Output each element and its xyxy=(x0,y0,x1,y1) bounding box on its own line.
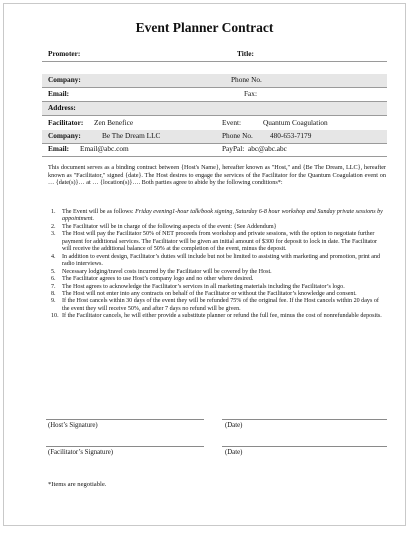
term-item: 8. The Host will not enter into any contracts on behalf of the Facilitator or without the Facilitator’s knowledge and consent. xyxy=(51,290,357,297)
company2-label: Company: xyxy=(48,131,81,140)
term-item: 9. If the Host cancels within 30 days of the event they will be refunded 75% of the original fee. If the Host cancels within 20 days of the event they will receive 50%, and after 7 days no refund will be given. xyxy=(51,298,379,312)
event-label: Event: xyxy=(222,118,242,127)
negotiable-footnote: *Items are negotiable. xyxy=(48,481,107,488)
promoter-row xyxy=(42,48,387,62)
terms-list xyxy=(48,209,386,321)
facilitator-label: Facilitator: xyxy=(48,118,84,127)
term-item: 2. The Facilitator will be in charge of the following aspects of the event: {See Addendum} xyxy=(51,223,277,230)
document-title: Event Planner Contract xyxy=(135,20,274,35)
phone-label: Phone No. xyxy=(231,75,262,84)
host-signature-line xyxy=(46,419,204,420)
phone2-label: Phone No. xyxy=(222,131,253,140)
address-row xyxy=(42,102,387,116)
host-signature-label: (Host’s Signature) xyxy=(48,422,98,429)
company2-value: Be The Dream LLC xyxy=(102,131,161,140)
paypal-value: abc@abc.abc xyxy=(248,144,287,153)
term-item: 7. The Host agrees to acknowledge the Facilitator’s services in all marketing materials including the Facilitator’s logo. xyxy=(51,283,345,290)
paypal-label: PayPal: xyxy=(222,144,245,153)
facilitator-row xyxy=(42,117,387,131)
email2-label: Email: xyxy=(48,144,70,153)
company-label: Company: xyxy=(48,75,81,84)
email-label: Email: xyxy=(48,89,70,98)
email2-value: Email@abc.com xyxy=(80,144,129,153)
address-label: Address: xyxy=(48,103,76,112)
facilitator-value: Zen Benefice xyxy=(94,118,134,127)
term-item: 1. The Event will be as follows: Friday evening1-hour talk/book signing, Saturday 6-8 hour workshop and Sunday private sessions by appointment. xyxy=(51,209,383,223)
term-item: 5. Necessary lodging/travel costs incurred by the Facilitator will be covered by the Host. xyxy=(51,268,272,275)
company-row xyxy=(42,74,387,88)
term-item: 6. The Facilitator agrees to use Host’s company logo and no other where desired. xyxy=(51,276,254,283)
facilitator-signature-line xyxy=(46,446,204,447)
promoter-label: Promoter: xyxy=(48,49,81,58)
email-row xyxy=(42,88,387,102)
term-item: 10. If the Facilitator cancels, he will either provide a substitute planner or refund the full fee, minus the cost of nonrefundable deposits. xyxy=(51,313,382,320)
intro-paragraph: This document serves as a binding contract between {Host's Name}, hereafter known as "Host," and {Be The Dream, LLC}, hereafter known as "Facilitator," signed {date}. The Host desires to engage the services of the Facilitator for the Quantum Coagulation event on … {date(s)}… at … {location(s)}…. Both parties agree to abide by the following conditions*: xyxy=(48,164,386,187)
phone2-value: 480-653-7179 xyxy=(270,131,312,140)
facilitator-date-line xyxy=(222,446,387,447)
contract-page xyxy=(3,3,406,526)
term-item: 4. In addition to event design, Facilitator’s duties will include but not be limited to assisting with marketing and promotion, print and radio interviews. xyxy=(51,253,381,268)
host-date-label: (Date) xyxy=(225,422,243,429)
event-value: Quantum Coagulation xyxy=(263,118,328,127)
host-date-line xyxy=(222,419,387,420)
company2-row xyxy=(42,130,387,144)
title-label: Title: xyxy=(237,49,254,58)
facilitator-date-label: (Date) xyxy=(225,449,243,456)
email2-row xyxy=(42,143,387,157)
fax-label: Fax: xyxy=(244,89,257,98)
term-item: 3. The Host will pay the Facilitator 50% of NET proceeds from workshop and private sessions, with the option to negotiate further payment for additional services. The Facilitator will be given an initial amount of $300 for deposit to lock in date. The Facilitator will receive the additional balance of 50% at the completion of the event, minus the deposit. xyxy=(51,231,378,253)
facilitator-signature-label: (Facilitator’s Signature) xyxy=(48,449,113,456)
